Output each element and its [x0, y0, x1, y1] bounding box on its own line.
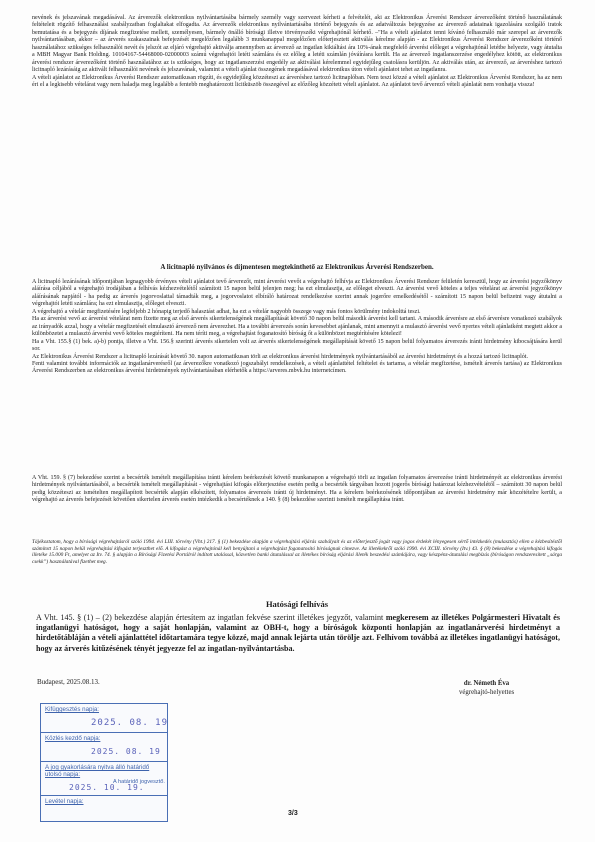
- page-number: 3/3: [288, 810, 298, 817]
- hatosagi-title: Hatósági felhívás: [265, 599, 329, 609]
- text-paragraph: Ha az árverési vevő az árverési vételárat nem fizette meg az első árverés sikertelenségének megállapítását követő 30 napon belül második árverést kell tartani. A második árverésre az első árverésre vonatkozó szabályok az irányadók azzal, hogy a vételár megfizetését elmulasztó árverező nem árverezhet. Ha a további árverezés során kevesebbet ajánlanak, mint amennyit a mulasztó árverési vevő nyertes vételi ajánlatként megtett akkor a különbözetet a mulasztó árverési vevő köteles megtéríteni. Ha nem téríti meg, a végrehajtást foganatosító bíróság őt a különbözet megtérítésére kötelezi!: [32, 316, 562, 338]
- date-line: Budapest, 2025.08.13.: [37, 678, 100, 686]
- text-paragraph: Tájékoztatom, hogy a bírósági végrehajtásról szóló 1994. évi LIII. törvény (Vht.) 217. § (1) bekezdése alapján a végrehajtási eljárás szabályait és az előterjesztő jogát vagy jogos érdekét lényegesen sértő intézkedés (mulasztás) ellen a kézbesítéstől számított 15 napon belül végrehajtási kifogást terjeszthet elő. A kifogást a végrehajtónál kell benyújtani a végrehajtást foganatosító bíróságnak címezve. Az illetékekről szóló 1990. évi XCIII. törvény (Itv.) 43. § (8) bekezdése a végrehajtási kifogás illetéke 15.000 Ft, amelyet az Itv. 74. § alapján a Bírósági Fizetési Portálról indított utalással, közvetlen banki átutalással az illetékes bíróság eljárási illeték beszedési számlájára, vagy készpénz-átutalási megbízás (bíróságon rendszeresített „sárga csekk”) használatával fizethet meg.: [32, 539, 562, 565]
- text-paragraph: A végrehajtó a vételár megfizetésére legfeljebb 2 hónapig terjedő halasztást adhat, ha ezt a vételár nagyobb összege vagy más fontos körülmény indokolttá teszi.: [32, 308, 421, 315]
- section-title: A licitnapló nyilvános és díjmentesen megtekinthető az Elektronikus Árverési Rendszerben.: [160, 263, 434, 271]
- text-paragraph: nevének és jelszavának megadásával. Az árverezők elektronikus nyilvántartásába bármely személy vagy szervezet kérheti a felvételét, aki az Elektronikus Árverési Rendszer árverezőként történő használatának feltételeit rögzítő felhasználási szabályzatban foglaltakat elfogadta. Az árverezők elektronikus nyilvántartásába történő bejegyzés és az adatváltozás bejegyzése az árverező adatainak igazolására szolgáló iratok bemutatása és a bejegyzés díjának megfizetése mellett, személyesen, bármely önálló bírósági illetve törvényszéki végrehajtónál kérhető. –"Ha a vételi ajánlatot tenni kívánó felhasználó már szerepel az árverezők nyilvántartásában, akkor – az árverés szakaszainak befejezését megelőzően legalább 3 munkanappal megelőzően előterjesztett aktiválás kérelme alapján - az Elektronikus Árverési Rendszer árverezőként történő használatához szükséges felhasználói nevét és jelszót az eljáró végrehajtó aktiválja amennyiben az árverező az ingatlan kikiáltási ára 10%-ának megfelelő árverési előleget a végrehajtónál letétbe helyezte, vagy átutalta a MBH Magyar Bank Holding. 10104167-54468000-02000003 számú végrehajtói letéti számlára és ez előleg a letéti számlán jóváírásra került. Ha az árverező ingatlanszerzése engedélyhez kötött, az elektronikus árverési rendszer árverezőként történő használatához az is szükséges, hogy az ingatlanszerzési engedély az aktiválási kérelemmel egyidejűleg csatolásra kerüljön. Az aktiválás után, az árverező, az árveréshez tartozó licitnapló lezárásáig az aktivált felhasználói nevének és jelszavának, valamint a vételi ajánlat összegének megadásával elektronikus úton vételi ajánlatot tehet az ingatlanra.: [32, 15, 562, 74]
- text-paragraph: Az Elektronikus Árverési Rendszer a licitnapló lezárását követő 30. napon automatikusan törli az elektronikus árverési hirdetmények nyilvántartásából az árverési hirdetményt és a hozzá tartozó licitnaplót.: [32, 353, 529, 360]
- stamp-handwritten-date: 2025. 08. 19: [91, 718, 169, 728]
- text-paragraph: A Vht. 159. § (7) bekezdése szerint a becsérték ismételt megállapítása iránti kérelem beérkezését követő munkanapon a végrehajtó törli az ingatlan folyamatos árverezése iránti hirdetményét az elektronikus árverési hirdetmények nyilvántartásából, a becsérték ismételt megállapítását - végrehajtási kifogás előterjesztése esetén pedig a becsérték tárgyában hozott jogerős bírósági határozat kézhezvételétől – számított 30 napon belül pedig közzéteszi az ismételten megállapított becsérték alapján elkészített, folyamatos árverezés iránti új hirdetményt. Ha a kérelem beérkezésének időpontjában az árverési hirdetmény már közzétételre került, a végrehajtó az árverés befejezését követően sikertelen árverés esetén intézkedik a becsértéknek a 140. § (8) bekezdése szerinti ismételt megállapítása iránt.: [32, 475, 562, 504]
- hatosagi-text: A Vht. 145. § (1) – (2) bekezdése alapján értesítem az ingatlan fekvése szerint illetékes jegyzőt, valamint: [36, 613, 386, 622]
- stamp-handwritten-date: 2025. 10. 19.: [69, 783, 145, 792]
- auction-paragraph-top: [32, 15, 562, 90]
- stamp-handwritten-date: 2025. 08. 19: [91, 747, 161, 756]
- licitnaplo-section: [32, 279, 562, 376]
- text-paragraph: Ha a Vht. 155.§ (1) bek. a)-b) pontja, illetve a Vht. 156.§ szerinti árverés sikertelen volt az árverés sikertelenségének megállapítását követő 15 napon belül folyamatos árverezés iránti hirdetmény kibocsájtására kerül sor.: [32, 338, 562, 353]
- stamp-row-posting: [41, 704, 167, 733]
- stamp-row-communication: [41, 733, 167, 762]
- stamp-label: Kifüggesztés napja:: [45, 706, 100, 713]
- signature-block: [459, 679, 514, 697]
- legal-notice: [32, 539, 562, 565]
- stamp-label: Levétel napja:: [45, 798, 84, 805]
- stamp-label: A jog gyakorlására nyitva álló határidő utolsó napja:: [45, 764, 150, 778]
- stamp-note: A határidő jogvesztő.: [113, 779, 165, 785]
- signer-title: végrehajtó-helyettes: [459, 689, 515, 696]
- text-paragraph: A licitnapló lezárásának időpontjában legnagyobb érvényes vételi ajánlatot tevő árverezőt, mint árverési vevőt a végrehajtó felhívja az Elektronikus Árverési Rendszer felületén keresztül, hogy az árverési jegyzőkönyv aláírása céljából a végrehajtó irodájában a felhívás kézhezvételétől számított 15 napon belül jelenjen meg; ha ezt elmulasztja, az előleget elveszti. Az árverési vevő köteles a teljes vételárat az árverési jegyzőkönyv aláírásának napjától - ha pedig az árverés jogorvoslattal támadták meg, a jogorvoslatot elbíráló határozat rendelkezése szerint annak jogerőre emelkedésétől - számított 15 napon belül befizetni vagy átutalni a végrehajtói letéti számlára; ha ezt elmulasztja, előleget elveszti.: [32, 279, 562, 308]
- hatosagi-text-bold: megkeresem az illetékes Polgármesteri Hivatalt és ingatlanügyi hatóságot, hogy a saját honlapján, valamint az OBH-t, hogy a bíróságok központi honlapján az ingatlanárverési hirdetményt a hirdetőtábláján a vételi ajánlattétel időtartamára tegye közzé, majd annak lejárta után törölje azt. Felhívom továbbá az illetékes ingatlanügyi hatóságot, hogy az árverés kitűzésének tényét jegyezze fel az ingatlan-nyilvántartásba.: [36, 613, 561, 653]
- stamp-label: Közlés kezdő napja:: [45, 735, 101, 742]
- vht159-paragraph: [32, 475, 562, 505]
- stamp-row-removal: [41, 796, 167, 821]
- posting-stamp: [40, 703, 168, 822]
- stamp-row-deadline: [41, 762, 167, 796]
- signer-name: dr. Németh Éva: [463, 680, 510, 687]
- text-paragraph: Fenti valamint további információk az ingatlanárverésről (az árverezőkre vonatkozó jogszabályi rendelkezések, a vételi ajánlattétel feltételei és tartama, a vételár megfizetése, ismételt árverés tartása) az Elektronikus Árverési Rendszerben az elektronikus árverési hirdetmények nyilvántartásában elérhetők a https://arveres.mbvk.hu internetcímen.: [32, 360, 562, 375]
- hatosagi-body: [36, 613, 560, 654]
- text-paragraph: A vételi ajánlatot az Elektronikus Árverési Rendszer automatikusan rögzíti, és egyidejűleg közzéteszi az árveréshez tartozó licitnaplóban. Nem teszi közzé a vételi ajánlatot az Elektronikus Árverési Rendszer, ha az nem éri el a legkisebb vételárat vagy nem haladja meg legalább a fentebb meghatározott licitküszöb összegével az előzőleg közzétett vételi ajánlatot. Az ajánlatot tevő árverező vételi ajánlatát nem vonhatja vissza!: [32, 74, 562, 89]
